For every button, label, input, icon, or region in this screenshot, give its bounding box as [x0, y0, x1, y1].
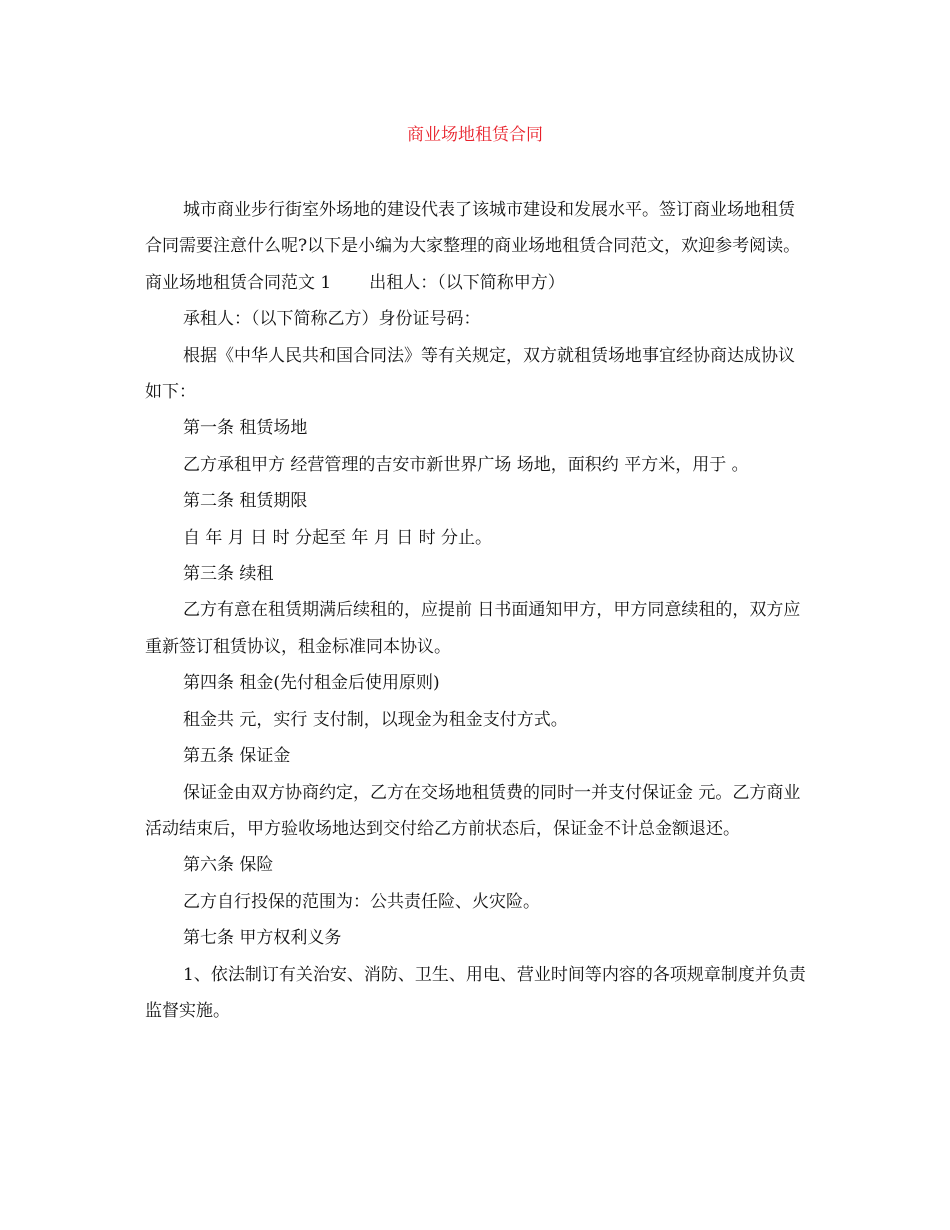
article-7-title: 第七条 甲方权利义务	[183, 928, 342, 949]
basis-paragraph: 根据《中华人民共和国合同法》等有关规定，双方就租赁场地事宜经协商达成协议如下：	[145, 345, 795, 403]
article-3-title: 第三条 续租	[183, 564, 274, 585]
lessor-label: 出租人：（以下简称甲方）	[369, 272, 565, 293]
intro-paragraph: 城市商业步行街室外场地的建设代表了该城市建设和发展水平。签订商业场地租赁合同需要注意什么呢?以下是小编为大家整理的商业场地租赁合同范文，欢迎参考阅读。	[145, 200, 801, 257]
lessee-paragraph: 承租人：（以下简称乙方）身份证号码：	[183, 309, 481, 330]
article-1-text: 乙方承租甲方 经营管理的吉安市新世界广场 场地，面积约 平方米，用于 。	[183, 454, 749, 475]
sample-heading: 商业场地租赁合同范文 1	[145, 272, 332, 293]
article-4-title: 第四条 租金(先付租金后使用原则)	[183, 673, 440, 694]
article-2-title: 第二条 租赁期限	[183, 491, 308, 512]
article-5-title: 第五条 保证金	[183, 746, 291, 767]
article-6-title: 第六条 保险	[183, 855, 274, 876]
document-title: 商业场地租赁合同	[407, 125, 543, 145]
article-3-text: 乙方有意在租赁期满后续租的，应提前 日书面通知甲方，甲方同意续租的，双方应重新签订租赁协议，租金标准同本协议。	[145, 600, 801, 657]
document-body	[145, 192, 810, 1029]
sample-heading-line	[145, 265, 810, 301]
article-5-text: 保证金由双方协商约定，乙方在交场地租赁费的同时一并支付保证金 元。乙方商业活动结束后，甲方验收场地达到交付给乙方前状态后，保证金不计总金额退还。	[145, 782, 801, 839]
article-2-text: 自 年 月 日 时 分起至 年 月 日 时 分止。	[183, 527, 493, 548]
article-7-item-1: 1、依法制订有关治安、消防、卫生、用电、营业时间等内容的各项规章制度并负责监督实施。	[145, 964, 806, 1021]
article-4-text: 租金共 元，实行 支付制，以现金为租金支付方式。	[183, 709, 568, 730]
article-6-text: 乙方自行投保的范围为：公共责任险、火灾险。	[183, 891, 540, 912]
article-1-title: 第一条 租赁场地	[183, 418, 308, 439]
